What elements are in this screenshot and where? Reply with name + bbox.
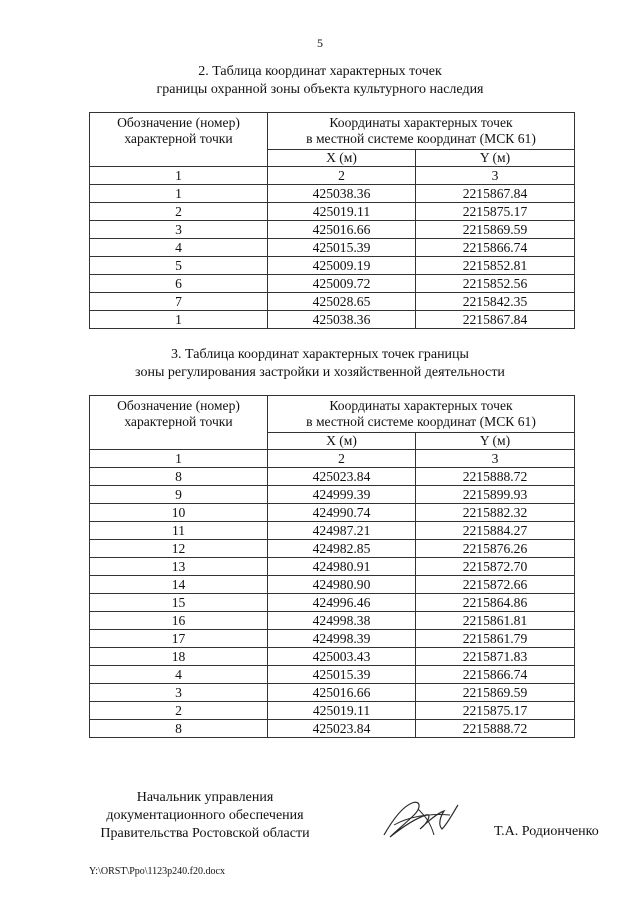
table-row	[90, 486, 575, 504]
x-coordinate-cell: 424980.91	[268, 558, 416, 576]
y-coordinate-cell: 2215888.72	[416, 720, 575, 738]
coordinates-header-line2: в местной системе координат (МСК 61)	[306, 131, 536, 146]
x-coordinate-cell: 425009.72	[268, 275, 416, 293]
designation-header-line2: характерной точки	[124, 414, 233, 429]
table-row	[90, 221, 575, 239]
point-number-cell: 1	[90, 311, 268, 329]
y-coordinate-cell: 2215861.81	[416, 612, 575, 630]
y-header: Y (м)	[416, 433, 575, 450]
point-number-cell: 10	[90, 504, 268, 522]
table-row	[90, 504, 575, 522]
table-row	[90, 666, 575, 684]
signatory-position-line1: Начальник управления	[136, 790, 274, 805]
y-coordinate-cell: 2215875.17	[416, 702, 575, 720]
x-coordinate-cell: 424998.38	[268, 612, 416, 630]
column-number: 3	[416, 167, 575, 185]
point-number-cell: 3	[90, 684, 268, 702]
coordinates-header	[268, 396, 575, 433]
point-number-cell: 4	[90, 239, 268, 257]
designation-header	[90, 113, 268, 167]
table-row	[90, 684, 575, 702]
y-coordinate-cell: 2215869.59	[416, 684, 575, 702]
file-path: Y:\ORST\Ppo\1123p240.f20.docx	[89, 866, 225, 877]
x-coordinate-cell: 425038.36	[268, 311, 416, 329]
x-coordinate-cell: 425015.39	[268, 666, 416, 684]
point-number-cell: 18	[90, 648, 268, 666]
point-number-cell: 9	[90, 486, 268, 504]
x-coordinate-cell: 424998.39	[268, 630, 416, 648]
table-row	[90, 239, 575, 257]
signatory-position-line3: Правительства Ростовской области	[100, 826, 310, 841]
coordinates-header-line1: Координаты характерных точек	[329, 115, 513, 130]
x-coordinate-cell: 425038.36	[268, 185, 416, 203]
signatory-position	[70, 789, 340, 843]
table-row	[90, 540, 575, 558]
column-number-row	[90, 167, 575, 185]
x-coordinate-cell: 425028.65	[268, 293, 416, 311]
column-number: 2	[268, 167, 416, 185]
x-header: X (м)	[268, 433, 416, 450]
point-number-cell: 8	[90, 468, 268, 486]
column-number: 1	[90, 167, 268, 185]
column-number: 3	[416, 450, 575, 468]
table-row	[90, 203, 575, 221]
table2-body	[90, 396, 575, 738]
table-row	[90, 522, 575, 540]
point-number-cell: 16	[90, 612, 268, 630]
point-number-cell: 13	[90, 558, 268, 576]
table-row	[90, 648, 575, 666]
x-coordinate-cell: 424999.39	[268, 486, 416, 504]
y-coordinate-cell: 2215867.84	[416, 311, 575, 329]
point-number-cell: 4	[90, 666, 268, 684]
point-number-cell: 7	[90, 293, 268, 311]
x-header: X (м)	[268, 150, 416, 167]
y-coordinate-cell: 2215852.56	[416, 275, 575, 293]
x-coordinate-cell: 424982.85	[268, 540, 416, 558]
y-coordinate-cell: 2215864.86	[416, 594, 575, 612]
y-coordinate-cell: 2215869.59	[416, 221, 575, 239]
y-coordinate-cell: 2215866.74	[416, 666, 575, 684]
table-header-row	[90, 113, 575, 150]
signatory-name: Т.А. Родионченко	[494, 824, 599, 839]
y-coordinate-cell: 2215867.84	[416, 185, 575, 203]
coordinates-header-line1: Координаты характерных точек	[329, 398, 513, 413]
table-row	[90, 311, 575, 329]
y-header: Y (м)	[416, 150, 575, 167]
point-number-cell: 2	[90, 203, 268, 221]
table-row	[90, 612, 575, 630]
signatory-position-line2: документационного обеспечения	[106, 808, 304, 823]
coordinates-table-2	[89, 395, 575, 738]
table-row	[90, 558, 575, 576]
point-number-cell: 17	[90, 630, 268, 648]
table-row	[90, 720, 575, 738]
table2-caption-line2: зоны регулирования застройки и хозяйственной деятельности	[135, 365, 505, 380]
coordinates-header-line2: в местной системе координат (МСК 61)	[306, 414, 536, 429]
page-number: 5	[317, 36, 323, 50]
y-coordinate-cell: 2215884.27	[416, 522, 575, 540]
x-coordinate-cell: 425009.19	[268, 257, 416, 275]
x-coordinate-cell: 424987.21	[268, 522, 416, 540]
column-number: 2	[268, 450, 416, 468]
column-number: 1	[90, 450, 268, 468]
y-coordinate-cell: 2215866.74	[416, 239, 575, 257]
y-coordinate-cell: 2215899.93	[416, 486, 575, 504]
table-row	[90, 275, 575, 293]
x-coordinate-cell: 425016.66	[268, 684, 416, 702]
x-coordinate-cell: 425003.43	[268, 648, 416, 666]
designation-header-line1: Обозначение (номер)	[117, 398, 240, 413]
point-number-cell: 1	[90, 185, 268, 203]
table1-caption-line1: 2. Таблица координат характерных точек	[198, 64, 442, 79]
point-number-cell: 5	[90, 257, 268, 275]
table-row	[90, 576, 575, 594]
y-coordinate-cell: 2215861.79	[416, 630, 575, 648]
x-coordinate-cell: 425023.84	[268, 468, 416, 486]
point-number-cell: 8	[90, 720, 268, 738]
table2-caption	[0, 346, 640, 382]
designation-header-line2: характерной точки	[124, 131, 233, 146]
x-coordinate-cell: 425016.66	[268, 221, 416, 239]
x-coordinate-cell: 425019.11	[268, 702, 416, 720]
table-row	[90, 468, 575, 486]
coordinates-header	[268, 113, 575, 150]
point-number-cell: 11	[90, 522, 268, 540]
table1-body	[90, 113, 575, 329]
table-header-row	[90, 396, 575, 433]
y-coordinate-cell: 2215888.72	[416, 468, 575, 486]
point-number-cell: 15	[90, 594, 268, 612]
designation-header	[90, 396, 268, 450]
table1-caption-line2: границы охранной зоны объекта культурного наследия	[156, 82, 484, 97]
y-coordinate-cell: 2215842.35	[416, 293, 575, 311]
table-row	[90, 293, 575, 311]
table-row	[90, 257, 575, 275]
point-number-cell: 3	[90, 221, 268, 239]
point-number-cell: 6	[90, 275, 268, 293]
x-coordinate-cell: 425023.84	[268, 720, 416, 738]
point-number-cell: 2	[90, 702, 268, 720]
table-row	[90, 630, 575, 648]
y-coordinate-cell: 2215876.26	[416, 540, 575, 558]
y-coordinate-cell: 2215872.66	[416, 576, 575, 594]
column-number-row	[90, 450, 575, 468]
designation-header-line1: Обозначение (номер)	[117, 115, 240, 130]
x-coordinate-cell: 425015.39	[268, 239, 416, 257]
table-row	[90, 594, 575, 612]
y-coordinate-cell: 2215872.70	[416, 558, 575, 576]
table1-caption	[0, 63, 640, 99]
table-row	[90, 702, 575, 720]
x-coordinate-cell: 424990.74	[268, 504, 416, 522]
coordinates-table-1	[89, 112, 575, 329]
y-coordinate-cell: 2215852.81	[416, 257, 575, 275]
x-coordinate-cell: 425019.11	[268, 203, 416, 221]
x-coordinate-cell: 424996.46	[268, 594, 416, 612]
table-row	[90, 185, 575, 203]
y-coordinate-cell: 2215871.83	[416, 648, 575, 666]
handwritten-signature	[378, 795, 468, 845]
x-coordinate-cell: 424980.90	[268, 576, 416, 594]
point-number-cell: 14	[90, 576, 268, 594]
y-coordinate-cell: 2215882.32	[416, 504, 575, 522]
y-coordinate-cell: 2215875.17	[416, 203, 575, 221]
point-number-cell: 12	[90, 540, 268, 558]
table2-caption-line1: 3. Таблица координат характерных точек границы	[171, 347, 469, 362]
